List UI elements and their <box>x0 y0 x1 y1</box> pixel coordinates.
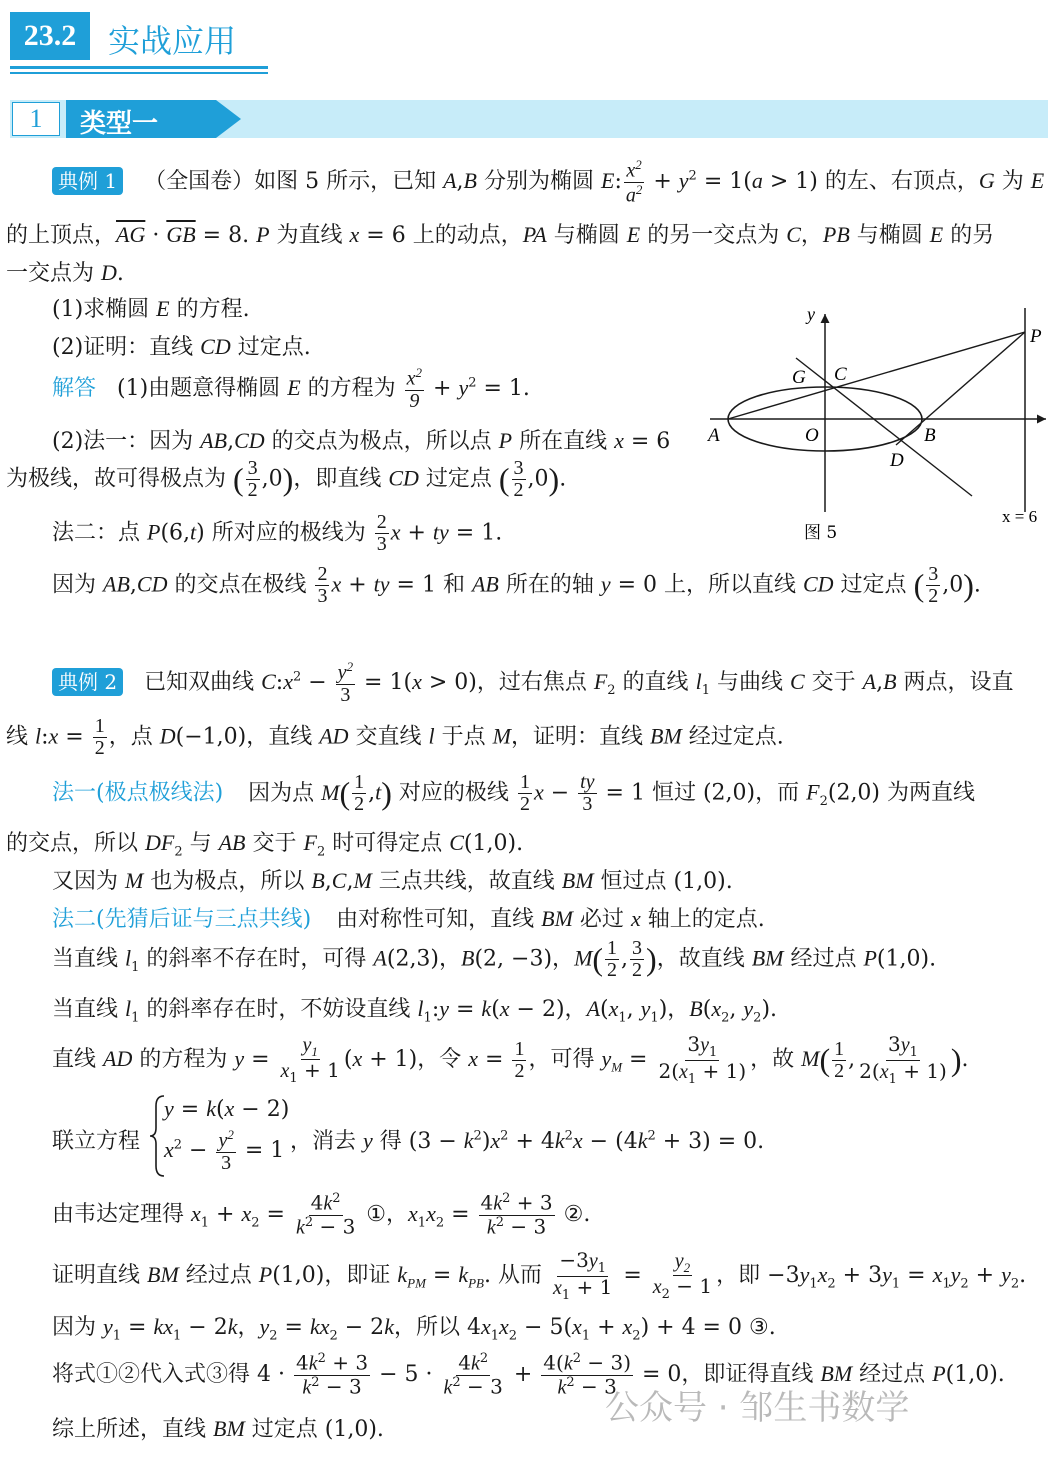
method2-line8: 将式①②代入式③得 4 · $\frac{4k^2 + 3}{k^2 - 3}$ − 5 · $\frac{4k^2}{k^2 - 3}$ + $\frac{4(k^2 - 3)}{k^2 - 3}$ = 0，即证得直线 BM 经过点 P(1,0). <box>52 1350 1005 1399</box>
example1-question1: (1)求椭圆 E 的方程. <box>52 296 250 322</box>
example1-answer2: (2)法一：因为 AB,CD 的交点为极点，所以点 P 所在直线 x = 6 <box>52 428 671 454</box>
label-p: P <box>1030 326 1042 347</box>
label-y: y <box>807 304 815 324</box>
method2-line0: 法二(先猜后证与三点共线) 由对称性可知，直线 BM 必过 x 轴上的定点. <box>52 906 765 932</box>
type-heading-bar <box>10 100 1048 138</box>
label-d: D <box>890 450 904 471</box>
label-line-x6: x = 6 <box>1002 507 1038 526</box>
method2-line4-label: 联立方程 <box>52 1129 141 1154</box>
line-pb <box>896 332 1025 445</box>
label-a: A <box>708 425 720 446</box>
method1-line1: 法一(极点极线法) 因为点 M( $\frac{1}{2}$ ,t) 对应的极线 $\frac{1}{2}$ x − $\frac{ty}{3}$ = 1 恒过 (2,0)，而 $F_2(2,0)$ 为两直线 <box>52 771 976 815</box>
system-eq1: y = k(x − 2) <box>164 1096 290 1122</box>
method2-line5: 由韦达定理得 $x_1 + x_2$ = $\frac{4k^2}{k^2 - 3}$ ①，$x_1x_2$ = $\frac{4k^2 + 3}{k^2 - 3}$ ②. <box>52 1190 591 1239</box>
example1-answer1: 解答 (1)由题意得椭圆 E 的方程为 $\frac{x^2}{9}$ + $y^2 = 1$. <box>52 365 530 412</box>
method2-line7: 因为 $y_1 = kx_1 - 2k$，$y_2 = kx_2 - 2k$，所以 $4x_1x_2 - 5(x_1 + x_2) + 4 = 0$ ③. <box>52 1314 776 1344</box>
answer-label: 解答 <box>52 375 97 401</box>
line-pa <box>728 332 1025 419</box>
label-g: G <box>792 367 806 388</box>
method2-line3: 直线 AD 的方程为 y = $\frac{y_1}{x_1 + 1}$ (x + 1)，令 x = $\frac{1}{2}$ ，可得 $y_M$ = $\frac{3y_1}{2(x_1 + 1)}$ ，故 M( $\frac{1}{2}$ , $\frac{3y_1}{2(x_1 + 1)}$ ). <box>52 1032 969 1087</box>
example1-line3: 一交点为 D. <box>6 260 124 286</box>
line-cd <box>796 358 972 496</box>
type-number: 1 <box>12 102 60 136</box>
header-rule-thin <box>10 72 268 74</box>
method2-line4: ，消去 y 得 $(3 - k^2)x^2 + 4k^2x - (4k^2 + 3) = 0$. <box>290 1128 765 1154</box>
method2-line6: 证明直线 BM 经过点 P(1,0)，即证 $k_{PM} = k_{PB}$. 从而 $\frac{-3y_1}{x_1 + 1}$ = $\frac{y_2}{x_2 - 1}$ ，即 $-3y_1x_2 + 3y_1 = x_1y_2 + y_2$. <box>52 1248 1027 1303</box>
example2-line1: 典例 2 已知双曲线 $C:x^2$ − $\frac{y^2}{3}$ = 1(x > 0)，过右焦点 $F_2$ 的直线 $l_1$ 与曲线 C 交于 A,B 两点，设直 <box>52 660 1014 706</box>
example2-line2: 线 l:x = $\frac{1}{2}$ ，点 D(−1,0)，直线 AD 交直线 l 于点 M，证明：直线 BM 经过定点. <box>6 715 784 759</box>
label-c: C <box>834 364 847 385</box>
label-b: B <box>924 425 936 446</box>
figure-ellipse-diagram <box>706 300 1049 550</box>
example1-answer5: 因为 AB,CD 的交点在极线 $\frac{2}{3}$ x + ty = 1 和 AB 所在的轴 y = 0 上，所以直线 CD 过定点 ( $\frac{3}{2}$ ,0). <box>52 563 981 607</box>
section-number-badge: 23.2 <box>10 12 90 60</box>
example2-badge: 典例 2 <box>52 668 123 696</box>
example1-line2: 的上顶点，$\overline{AG} \cdot \overline{GB} = 8$. P 为直线 x = 6 上的动点，PA 与椭圆 E 的另一交点为 C，PB 与椭圆 E 的另 <box>6 222 995 248</box>
example1-badge: 典例 1 <box>52 167 123 195</box>
watermark: 公众号 · 邹生书数学 <box>605 1388 910 1428</box>
type-title: 类型一 <box>80 109 159 139</box>
example1-question2: (2)证明：直线 CD 过定点. <box>52 334 311 360</box>
section-title: 实战应用 <box>108 22 237 60</box>
header-rule <box>10 66 268 69</box>
method1-line2: 的交点，所以 $DF_2$ 与 AB 交于 $F_2$ 时可得定点 C(1,0). <box>6 830 524 860</box>
system-eq2: $x^2$ − $\frac{y^2}{3}$ = 1 <box>164 1127 285 1174</box>
label-o: O <box>805 425 819 446</box>
method2-line9: 综上所述，直线 BM 过定点 (1,0). <box>52 1416 384 1442</box>
method2-title: 法二(先猜后证与三点共线) <box>52 907 312 932</box>
method1-title: 法一(极点极线法) <box>52 780 224 806</box>
method2-line1: 当直线 $l_1$ 的斜率不存在时，可得 A(2,3)，B(2, −3)，M( $\frac{1}{2}$ , $\frac{3}{2}$ )，故直线 BM 经过点 P(1,0). <box>52 937 937 981</box>
method1-line3: 又因为 M 也为极点，所以 B,C,M 三点共线，故直线 BM 恒过点 (1,0). <box>52 868 733 894</box>
example1-answer4: 法二：点 P(6,t) 所对应的极线为 $\frac{2}{3}$ x + ty = 1. <box>52 511 503 555</box>
method2-line2: 当直线 $l_1$ 的斜率存在时，不妨设直线 $l_1:y = k(x - 2)$，$A(x_1$, $y_1$)，$B(x_2$, $y_2$). <box>52 996 778 1026</box>
example1-line1: 典例 1 （全国卷）如图 5 所示，已知 A,B 分别为椭圆 E: $\frac{x^2}{a^2}$ + $y^2 = 1(a > 1)$ 的左、右顶点，G 为 E <box>52 158 1044 206</box>
figure-caption: 图 5 <box>804 523 838 543</box>
example1-answer3: 为极线，故可得极点为 ( $\frac{3}{2}$ ,0)，即直线 CD 过定点 ( $\frac{3}{2}$ ,0). <box>6 457 567 501</box>
